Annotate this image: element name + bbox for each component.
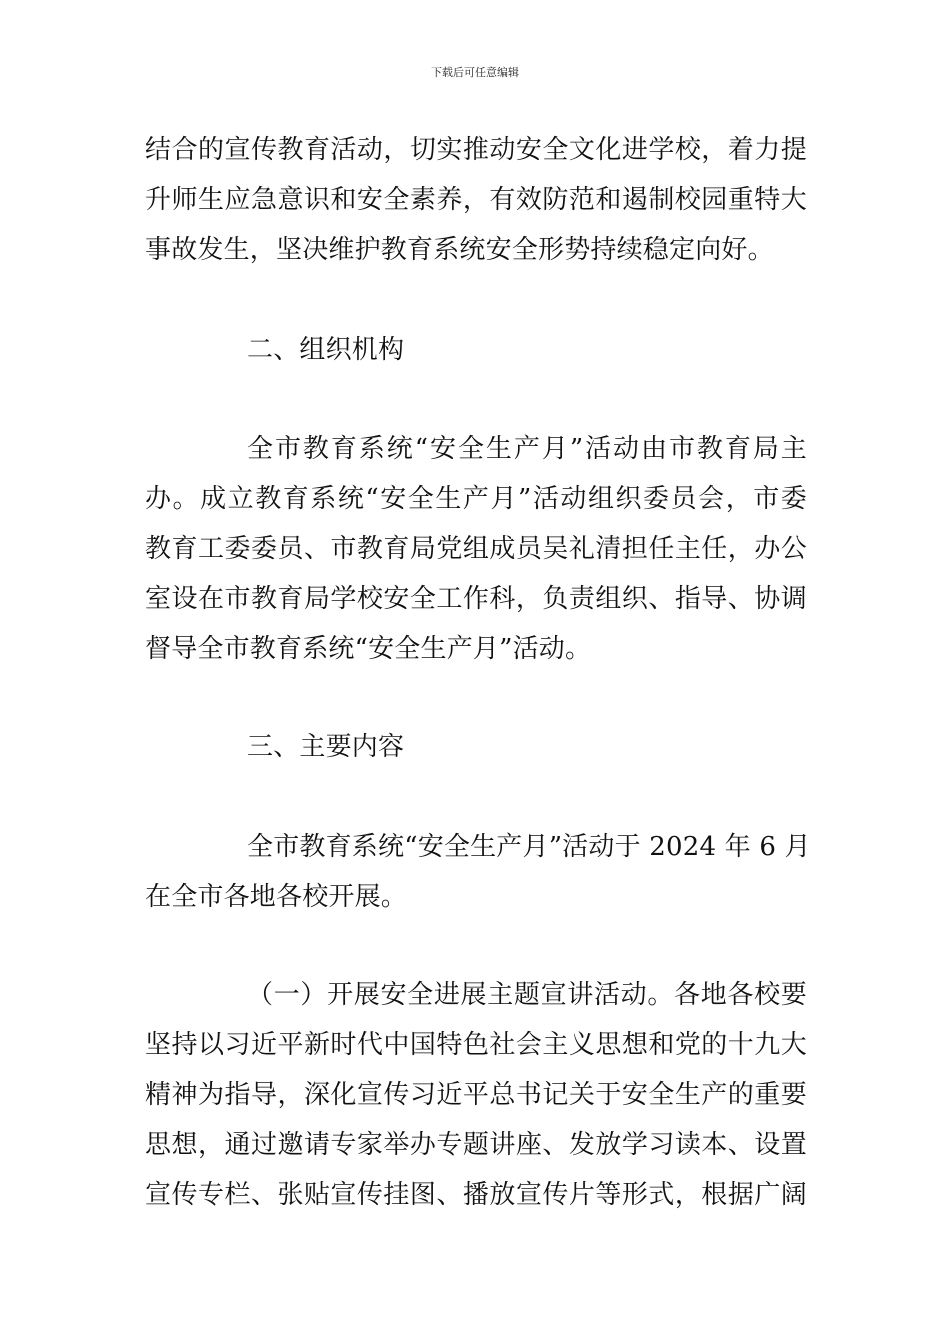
body-line: 结合的宣传教育活动，切实推动安全文化进学校，着力提 [145, 135, 807, 165]
body-line: 在全市各地各校开展。 [145, 882, 408, 912]
page-header: 下载后可任意编辑 [431, 66, 519, 79]
body-line: 教育工委委员、市教育局党组成员吴礼清担任主任，办公 [145, 534, 807, 564]
body-line: 坚持以习近平新时代中国特色社会主义思想和党的十九大 [145, 1030, 807, 1060]
body-line: 全市教育系统“安全生产月”活动由市教育局主 [247, 434, 807, 464]
body-line: 宣传专栏、张贴宣传挂图、播放宣传片等形式，根据广阔 [145, 1180, 807, 1210]
body-line: 督导全市教育系统“安全生产月”活动。 [145, 634, 592, 664]
body-line: （一）开展安全进展主题宣讲活动。各地各校要 [247, 980, 807, 1010]
body-line: 思想，通过邀请专家举办专题讲座、发放学习读本、设置 [145, 1130, 807, 1160]
body-line: 事故发生，坚决维护教育系统安全形势持续稳定向好。 [145, 235, 774, 265]
section-heading: 二、组织机构 [247, 335, 405, 365]
section-heading: 三、主要内容 [247, 732, 405, 762]
body-line: 全市教育系统“安全生产月”活动于 2024 年 6 月 [247, 832, 811, 862]
body-line: 室设在市教育局学校安全工作科，负责组织、指导、协调 [145, 584, 807, 614]
body-line: 精神为指导，深化宣传习近平总书记关于安全生产的重要 [145, 1080, 807, 1110]
body-line: 办。成立教育系统“安全生产月”活动组织委员会，市委 [145, 484, 807, 514]
body-line: 升师生应急意识和安全素养，有效防范和遏制校园重特大 [145, 185, 807, 215]
